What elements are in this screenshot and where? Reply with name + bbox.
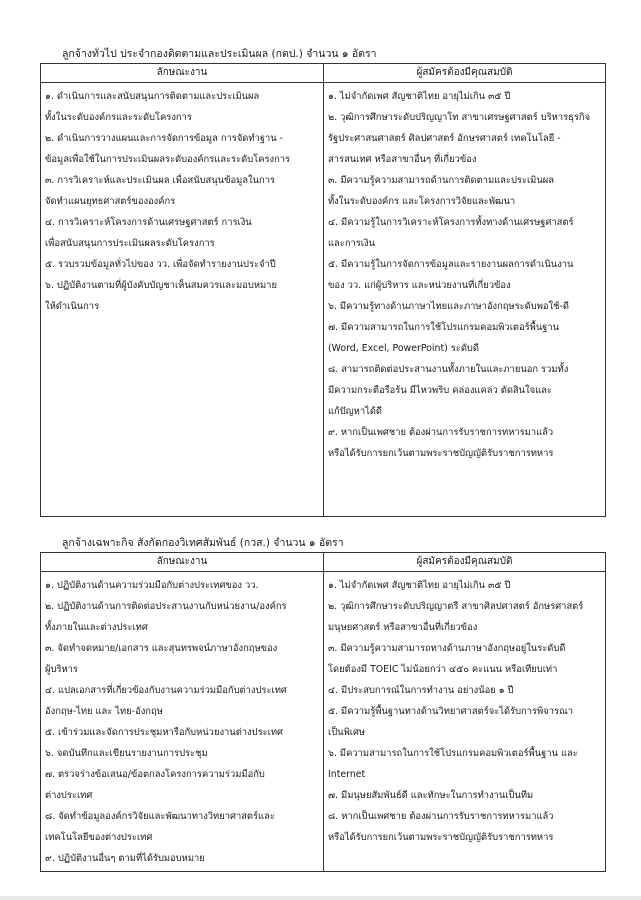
duty-line: ๘. จัดทำข้อมูลองค์กรวิจัยและพัฒนาทางวิทยาศาสตร์และ: [45, 811, 275, 822]
duty-line: ๔. การวิเคราะห์โครงการด้านเศรษฐศาสตร์ การเงิน: [45, 217, 252, 228]
qualification-line: หรือได้รับการยกเว้นตามพระราชบัญญัติรับราชการทหาร: [328, 832, 554, 843]
table-header-row: [41, 64, 606, 83]
qualification-line: ๓. มีความรู้ความสามารถทางด้านภาษาอังกฤษอยู่ในระดับดี: [328, 643, 566, 654]
qualifications-cell: [324, 83, 606, 517]
qualification-line: มนุษยศาสตร์ หรือสาขาอื่นที่เกี่ยวข้อง: [328, 622, 478, 633]
duty-line: ๙. ปฏิบัติงานอื่นๆ ตามที่ได้รับมอบหมาย: [45, 853, 205, 864]
section-general-employee: [40, 47, 606, 517]
qualification-line: ๑. ไม่จำกัดเพศ สัญชาติไทย อายุไม่เกิน ๓๕ ปี: [328, 580, 511, 591]
qualification-line: ๘. สามารถติดต่อประสานงานทั้งภายในและภายนอก รวมทั้ง: [328, 364, 569, 375]
qualification-line: และการเงิน: [328, 238, 375, 249]
duties-cell: [41, 572, 324, 872]
qualification-line: ๖. มีความสามารถในการใช้โปรแกรมคอมพิวเตอร์พื้นฐาน และ: [328, 748, 578, 759]
duty-line: ๓. การวิเคราะห์และประเมินผล เพื่อสนับสนุนข้อมูลในการ: [45, 175, 276, 186]
qualification-line: ๓. มีความรู้ความสามารถด้านการติดตามและประเมินผล: [328, 175, 555, 186]
section-heading: ลูกจ้างทั่วไป ประจำกองติดตามและประเมินผล (กตป.) จำนวน ๑ อัตรา: [62, 48, 377, 60]
column-header-duties: ลักษณะงาน: [41, 553, 324, 572]
qualification-line: แก้ปัญหาได้ดี: [328, 406, 382, 417]
duty-line: ๖. จดบันทึกและเขียนรายงานการประชุม: [45, 748, 208, 759]
qualification-line: ๗. มีมนุษยสัมพันธ์ดี และทักษะในการทำงานเป็นทีม: [328, 790, 534, 801]
qualification-line: ๔. มีความรู้ในการวิเคราะห์โครงการทั้งทางด้านเศรษฐศาสตร์: [328, 217, 574, 228]
duty-line: ๔. แปลเอกสารที่เกี่ยวข้องกับงานความร่วมมือกับต่างประเทศ: [45, 685, 287, 696]
duty-line: ผู้บริหาร: [45, 664, 78, 675]
column-header-duties: ลักษณะงาน: [41, 64, 324, 83]
qualifications-cell: [324, 572, 606, 872]
duty-line: ๒. ดำเนินการวางแผนและการจัดการข้อมูล การจัดทำฐาน -: [45, 133, 284, 144]
duty-line: ๗. ตรวจร่างข้อเสนอ/ข้อตกลงโครงการความร่วมมือกับ: [45, 769, 265, 780]
qualification-line: ๙. หากเป็นเพศชาย ต้องผ่านการรับราชการทหารมาแล้ว: [328, 427, 554, 438]
duty-line: ทั้งในระดับองค์กรและระดับโครงการ: [45, 112, 192, 123]
qualification-line: ๑. ไม่จำกัดเพศ สัญชาติไทย อายุไม่เกิน ๓๕ ปี: [328, 91, 511, 102]
duty-line: ๕. เข้าร่วมและจัดการประชุมหารือกับหน่วยงานต่างประเทศ: [45, 727, 283, 738]
qualification-line: สารสนเทศ หรือสาขาอื่นๆ ที่เกี่ยวข้อง: [328, 154, 477, 165]
duty-line: ข้อมูลเพื่อใช้ในการประเมินผลระดับองค์กรและระดับโครงการ: [45, 154, 291, 165]
qualification-line: เป็นพิเศษ: [328, 727, 366, 738]
duty-line: เพื่อสนับสนุนการประเมินผลระดับโครงการ: [45, 238, 215, 249]
qualification-line: ๔. มีประสบการณ์ในการทำงาน อย่างน้อย ๑ ปี: [328, 685, 514, 696]
table-header-row: [41, 553, 606, 572]
qualification-line: ๕. มีความรู้พื้นฐานทางด้านวิทยาศาสตร์จะได้รับการพิจารณา: [328, 706, 573, 717]
qualification-line: ๘. หากเป็นเพศชาย ต้องผ่านการรับราชการทหารมาแล้ว: [328, 811, 554, 822]
duty-line: จัดทำแผนยุทธศาสตร์ขององค์กร: [45, 196, 176, 207]
qualification-line: รัฐประศาสนศาสตร์ ศิลปศาสตร์ อักษรศาสตร์ เทคโนโลยี -: [328, 133, 561, 144]
table-row: [41, 83, 606, 517]
duty-line: ๒. ปฏิบัติงานด้านการติดต่อประสานงานกับหน่วยงาน/องค์กร: [45, 601, 287, 612]
duty-line: ๕. รวบรวมข้อมูลทั่วไปของ วว. เพื่อจัดทำรายงานประจำปี: [45, 259, 276, 270]
column-header-qualifications: ผู้สมัครต้องมีคุณสมบัติ: [324, 64, 606, 83]
duty-line: ๑. ปฏิบัติงานด้านความร่วมมือกับต่างประเทศของ วว.: [45, 580, 259, 591]
duty-line: เทคโนโลยีของต่างประเทศ: [45, 832, 153, 843]
duty-line: อังกฤษ-ไทย และ ไทย-อังกฤษ: [45, 706, 163, 717]
column-header-qualifications: ผู้สมัครต้องมีคุณสมบัติ: [324, 553, 606, 572]
qualification-line: มีความกระตือรือร้น มีไหวพริบ คล่องแคล่ว ตัดสินใจและ: [328, 385, 552, 396]
requirements-table: [40, 63, 606, 517]
qualification-line: (Word, Excel, PowerPoint) ระดับดี: [328, 343, 479, 354]
qualification-line: ๖. มีความรู้ทางด้านภาษาไทยและภาษาอังกฤษระดับพอใช้-ดี: [328, 301, 569, 312]
section-heading: ลูกจ้างเฉพาะกิจ สังกัดกองวิเทศสัมพันธ์ (กวส.) จำนวน ๑ อัตรา: [62, 537, 344, 549]
table-row: [41, 572, 606, 872]
duty-line: ๑. ดำเนินการและสนับสนุนการติดตามและประเมินผล: [45, 91, 260, 102]
qualification-line: ๗. มีความสามารถในการใช้โปรแกรมคอมพิวเตอร์พื้นฐาน: [328, 322, 560, 333]
qualification-line: ของ วว. แก่ผู้บริหาร และหน่วยงานที่เกี่ยวข้อง: [328, 280, 511, 291]
section-special-employee: [40, 536, 606, 872]
duty-line: ให้ดำเนินการ: [45, 301, 100, 312]
duty-line: ๖. ปฏิบัติงานตามที่ผู้บังคับบัญชาเห็นสมควรและมอบหมาย: [45, 280, 277, 291]
qualification-line: ๒. วุฒิการศึกษาระดับปริญญาตรี สาขาศิลปศาสตร์ อักษรศาสตร์: [328, 601, 584, 612]
qualification-line: ๕. มีความรู้ในการจัดการข้อมูลและรายงานผลการดำเนินงาน: [328, 259, 574, 270]
duty-line: ทั้งภายในและต่างประเทศ: [45, 622, 148, 633]
qualification-line: ทั้งในระดับองค์กร และโครงการวิจัยและพัฒนา: [328, 196, 516, 207]
duty-line: ต่างประเทศ: [45, 790, 93, 801]
duties-cell: [41, 83, 324, 517]
qualification-line: หรือได้รับการยกเว้นตามพระราชบัญญัติรับราชการทหาร: [328, 448, 554, 459]
duty-line: ๓. จัดทำจดหมาย/เอกสาร และสุนทรพจน์ภาษาอังกฤษของ: [45, 643, 278, 654]
qualification-line: โดยต้องมี TOEIC ไม่น้อยกว่า ๔๕๐ คะแนน หรือเทียบเท่า: [328, 664, 558, 675]
qualification-line: ๒. วุฒิการศึกษาระดับปริญญาโท สาขาเศรษฐศาสตร์ บริหารธุรกิจ: [328, 112, 591, 123]
qualification-line: Internet: [328, 769, 366, 780]
requirements-table: [40, 552, 606, 872]
page-bottom-edge: [0, 896, 641, 900]
